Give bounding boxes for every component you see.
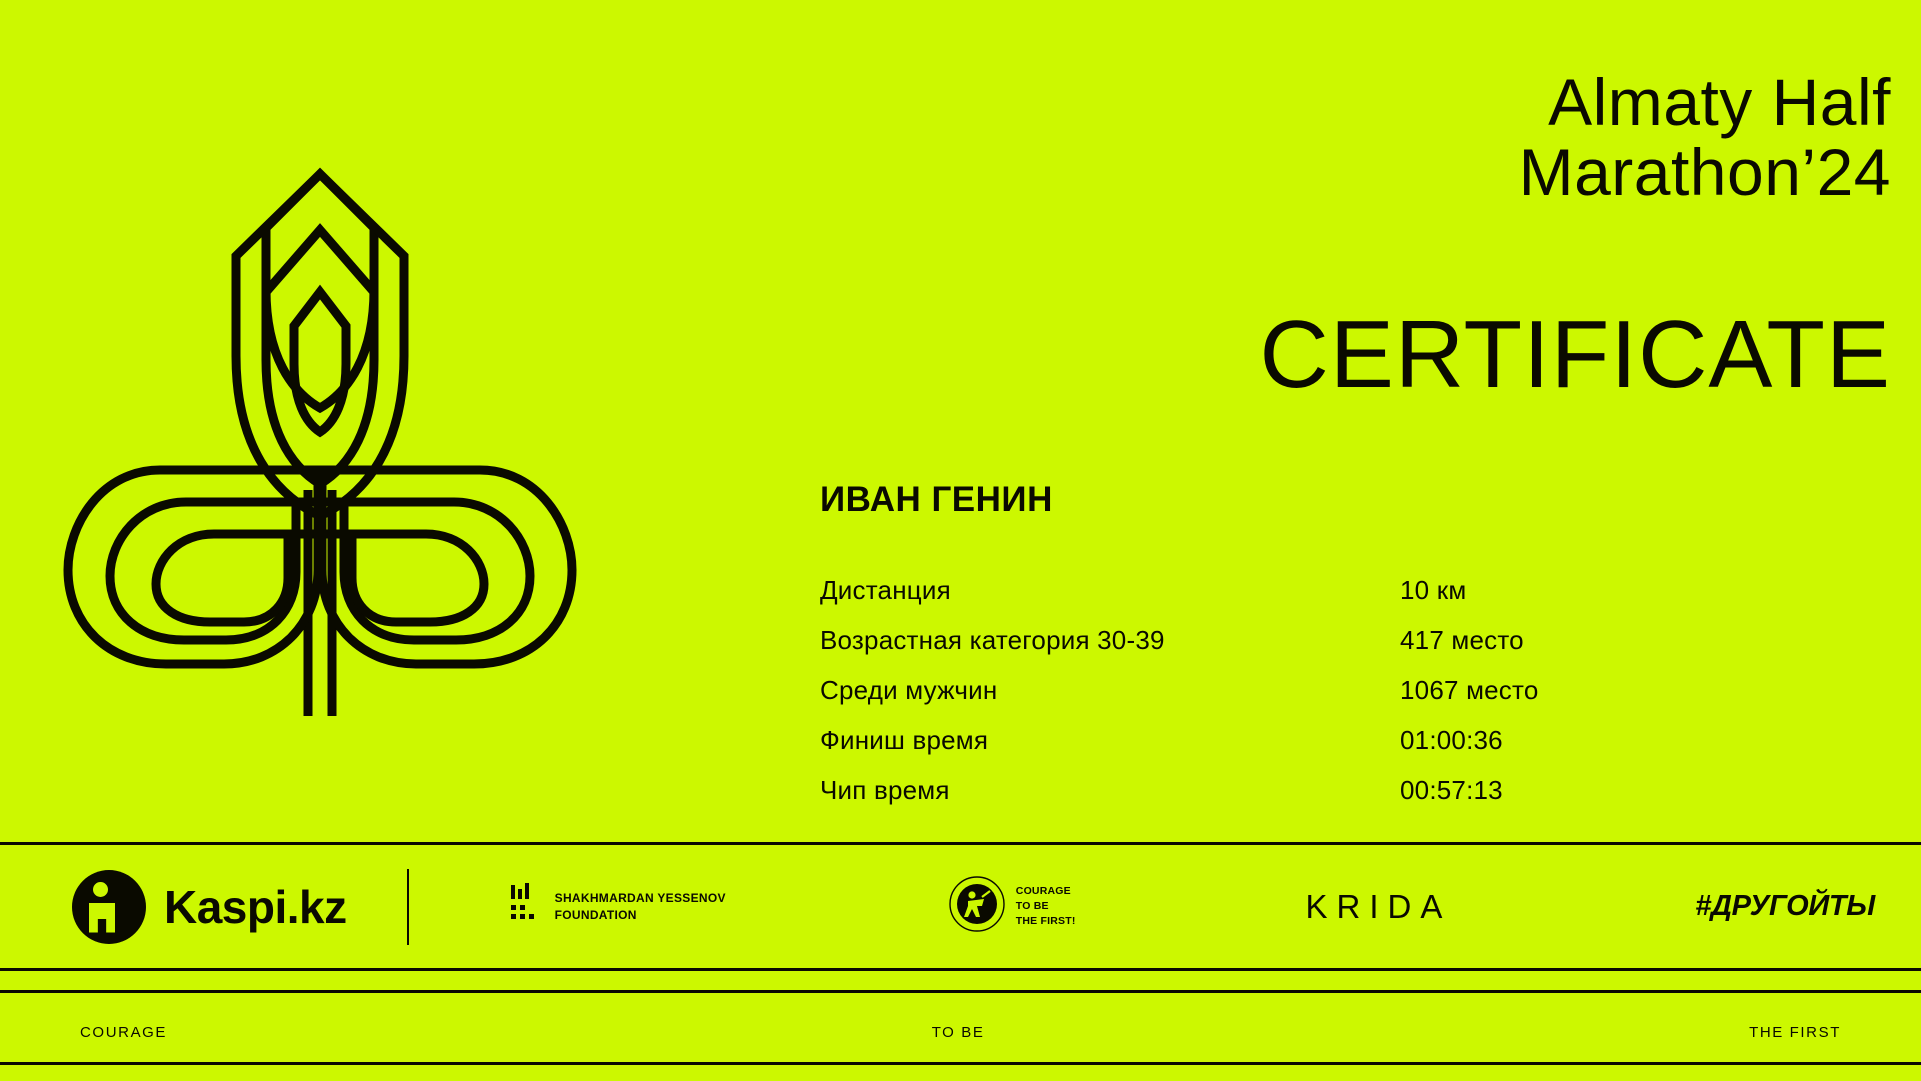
result-value: 00:57:13	[1400, 775, 1503, 805]
result-value: 1067 место	[1400, 675, 1539, 705]
divider-bottom	[0, 1062, 1921, 1065]
table-row	[820, 725, 1640, 775]
table-row	[820, 775, 1640, 825]
event-headline	[1518, 65, 1891, 209]
results-table	[820, 575, 1640, 825]
footer-right: THE FIRST	[1749, 1023, 1841, 1041]
athlete-name: ИВАН ГЕНИН	[820, 480, 1053, 519]
sponsor-kaspi-label: Kaspi.kz	[164, 880, 347, 933]
result-value: 10 км	[1400, 575, 1467, 605]
sponsor-drugoity-label: #ДРУГОЙТЫ	[1695, 890, 1875, 922]
sponsor-yessenov-line1: SHAKHMARDAN YESSENOV	[554, 891, 726, 906]
result-label: Финиш время	[820, 725, 989, 755]
sponsor-courage-line3: THE FIRST!	[1015, 914, 1076, 927]
courage-runner-icon	[946, 873, 1008, 940]
result-value: 417 место	[1400, 625, 1524, 655]
sponsor-kaspi	[72, 870, 347, 944]
sponsor-krida-label: KRIDA	[1305, 887, 1452, 925]
result-label: Возрастная категория 30-39	[820, 625, 1165, 655]
page-title: CERTIFICATE	[1259, 301, 1891, 408]
result-label: Среди мужчин	[820, 675, 998, 705]
table-row	[820, 675, 1640, 725]
sponsor-bar	[0, 845, 1921, 968]
result-value: 01:00:36	[1400, 725, 1503, 755]
sponsor-courage-fund	[946, 873, 1076, 940]
event-headline-line2: Marathon’24	[1518, 134, 1891, 209]
divider-sponsors-bottom	[0, 968, 1921, 971]
table-row	[820, 625, 1640, 675]
footer-slogan	[0, 1012, 1921, 1052]
sponsor-separator	[407, 869, 409, 945]
table-row	[820, 575, 1640, 625]
footer-left: COURAGE	[80, 1023, 168, 1041]
tulip-logo-icon	[60, 160, 580, 720]
sponsor-courage-line2: TO BE	[1015, 900, 1049, 913]
sponsor-yessenov-line2: FOUNDATION	[554, 907, 637, 922]
result-label: Дистанция	[820, 575, 951, 605]
sponsor-yessenov	[509, 883, 726, 930]
event-headline-line1: Almaty Half	[1548, 65, 1891, 139]
sponsor-courage-line1: COURAGE	[1015, 885, 1071, 898]
result-label: Чип время	[820, 775, 950, 805]
footer-center: TO BE	[931, 1023, 985, 1041]
divider-footer-top	[0, 990, 1921, 993]
kaspi-logo-icon	[72, 870, 146, 944]
yessenov-bars-icon	[509, 883, 543, 930]
